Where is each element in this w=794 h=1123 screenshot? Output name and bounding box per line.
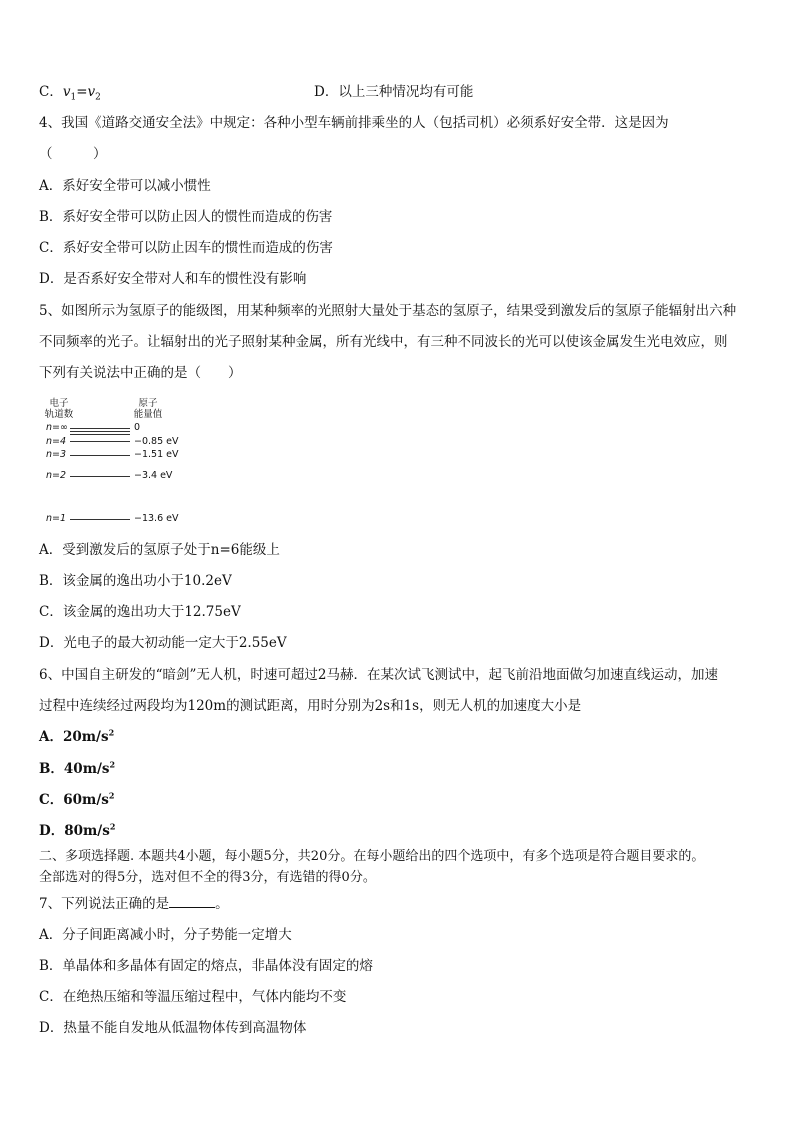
q5-option-a: A．受到激发后的氢原子处于n=6能级上 xyxy=(39,542,280,558)
q4-option-d: D．是否系好安全带对人和车的惯性没有影响 xyxy=(39,271,307,287)
q6-option-b xyxy=(39,760,115,778)
q6-option-b-sup: 2 xyxy=(109,759,116,770)
q6-option-c-text: C．60m/s xyxy=(39,792,109,808)
q5-option-b: B．该金属的逸出功小于10.2eV xyxy=(39,573,232,589)
q5-stem-line2: 不同频率的光子。让辐射出的光子照射某种金属，所有光线中，有三种不同波长的光可以使该金属发生光电效应，则 xyxy=(39,334,728,350)
level-line-4 xyxy=(70,441,130,442)
option-c-top xyxy=(39,83,101,101)
level-energy-1: −13.6 eV xyxy=(134,513,179,524)
q7-option-d: D．热量不能自发地从低温物体传到高温物体 xyxy=(39,1020,307,1036)
q6-option-d-text: D．80m/s xyxy=(39,823,110,839)
q6-option-a-text: A．20m/s xyxy=(39,729,109,745)
level-line-1 xyxy=(70,519,130,520)
v2-subscript: 2 xyxy=(95,92,101,103)
q5-stem-line3: 下列有关说法中正确的是（ ） xyxy=(39,365,242,381)
q5-stem-line1: 5、如图所示为氢原子的能级图，用某种频率的光照射大量处于基态的氢原子，结果受到激发后的氢原子能辐射出六种 xyxy=(39,303,737,319)
level-line-3 xyxy=(70,455,130,456)
level-energy-3: −1.51 eV xyxy=(134,449,179,460)
level-line-6 xyxy=(70,431,130,432)
q4-paren: （ ） xyxy=(39,146,107,162)
q6-stem-line1: 6、中国自主研发的“暗剑”无人机，时速可超过2马赫．在某次试飞测试中，起飞前沿地面做匀加速直线运动，加速 xyxy=(39,667,718,683)
section2-line1: 二、多项选择题. 本题共4小题，每小题5分，共20分。在每小题给出的四个选项中，有多个选项是符合题目要求的。 xyxy=(39,849,705,864)
q5-option-d: D．光电子的最大初动能一定大于2.55eV xyxy=(39,635,287,651)
level-energy-inf: 0 xyxy=(134,422,141,433)
level-energy-4: −0.85 eV xyxy=(134,436,179,447)
equals-sign: = xyxy=(76,84,88,100)
q6-stem-line2: 过程中连续经过两段均为120m的测试距离，用时分别为2s和1s，则无人机的加速度大小是 xyxy=(39,698,582,714)
q7-stem-prefix: 7、下列说法正确的是 xyxy=(39,896,170,912)
level-line-inf xyxy=(70,428,130,429)
q7-stem xyxy=(39,895,229,913)
v1-symbol: v xyxy=(62,84,71,100)
q7-option-b: B．单晶体和多晶体有固定的熔点，非晶体没有固定的熔 xyxy=(39,958,373,974)
q7-stem-suffix: 。 xyxy=(215,896,229,912)
q7-option-c: C．在绝热压缩和等温压缩过程中，气体内能均不变 xyxy=(39,989,347,1005)
option-d-top: D．以上三种情况均有可能 xyxy=(314,84,474,100)
energy-level-diagram xyxy=(40,398,240,528)
level-line-2 xyxy=(70,476,130,477)
diagram-header-right-1: 原子 xyxy=(138,398,158,409)
v1-subscript: 1 xyxy=(70,92,77,103)
section2-line2: 全部选对的得5分，选对但不全的得3分，有选错的得0分。 xyxy=(39,870,376,885)
q4-option-c: C．系好安全带可以防止因车的惯性而造成的伤害 xyxy=(39,240,333,256)
level-label-3: n=3 xyxy=(46,449,67,460)
diagram-header-left-1: 电子 xyxy=(49,398,69,409)
q7-blank xyxy=(169,895,215,908)
level-label-inf: n=∞ xyxy=(46,422,68,433)
q4-option-b: B．系好安全带可以防止因人的惯性而造成的伤害 xyxy=(39,209,333,225)
level-label-2: n=2 xyxy=(46,470,67,481)
level-energy-2: −3.4 eV xyxy=(134,470,173,481)
q6-option-d xyxy=(39,822,115,840)
option-c-prefix: C． xyxy=(39,84,63,100)
q6-option-a xyxy=(39,728,114,746)
level-line-5 xyxy=(70,434,130,435)
q4-stem: 4、我国《道路交通安全法》中规定：各种小型车辆前排乘坐的人（包括司机）必须系好安全带．这是因为 xyxy=(39,115,669,131)
q6-option-b-text: B．40m/s xyxy=(39,761,110,777)
diagram-header-right-2: 能量值 xyxy=(133,409,163,420)
level-label-4: n=4 xyxy=(46,436,67,447)
q6-option-d-sup: 2 xyxy=(109,821,116,832)
level-label-1: n=1 xyxy=(46,513,67,524)
diagram-header-left-2: 轨道数 xyxy=(44,409,74,420)
q7-option-a: A．分子间距离减小时，分子势能一定增大 xyxy=(39,927,292,943)
q6-option-a-sup: 2 xyxy=(108,727,115,738)
q5-option-c: C．该金属的逸出功大于12.75eV xyxy=(39,604,241,620)
q6-option-c xyxy=(39,791,114,809)
q4-option-a: A．系好安全带可以减小惯性 xyxy=(39,178,211,194)
v2-symbol: v xyxy=(87,84,96,100)
q6-option-c-sup: 2 xyxy=(108,790,115,801)
